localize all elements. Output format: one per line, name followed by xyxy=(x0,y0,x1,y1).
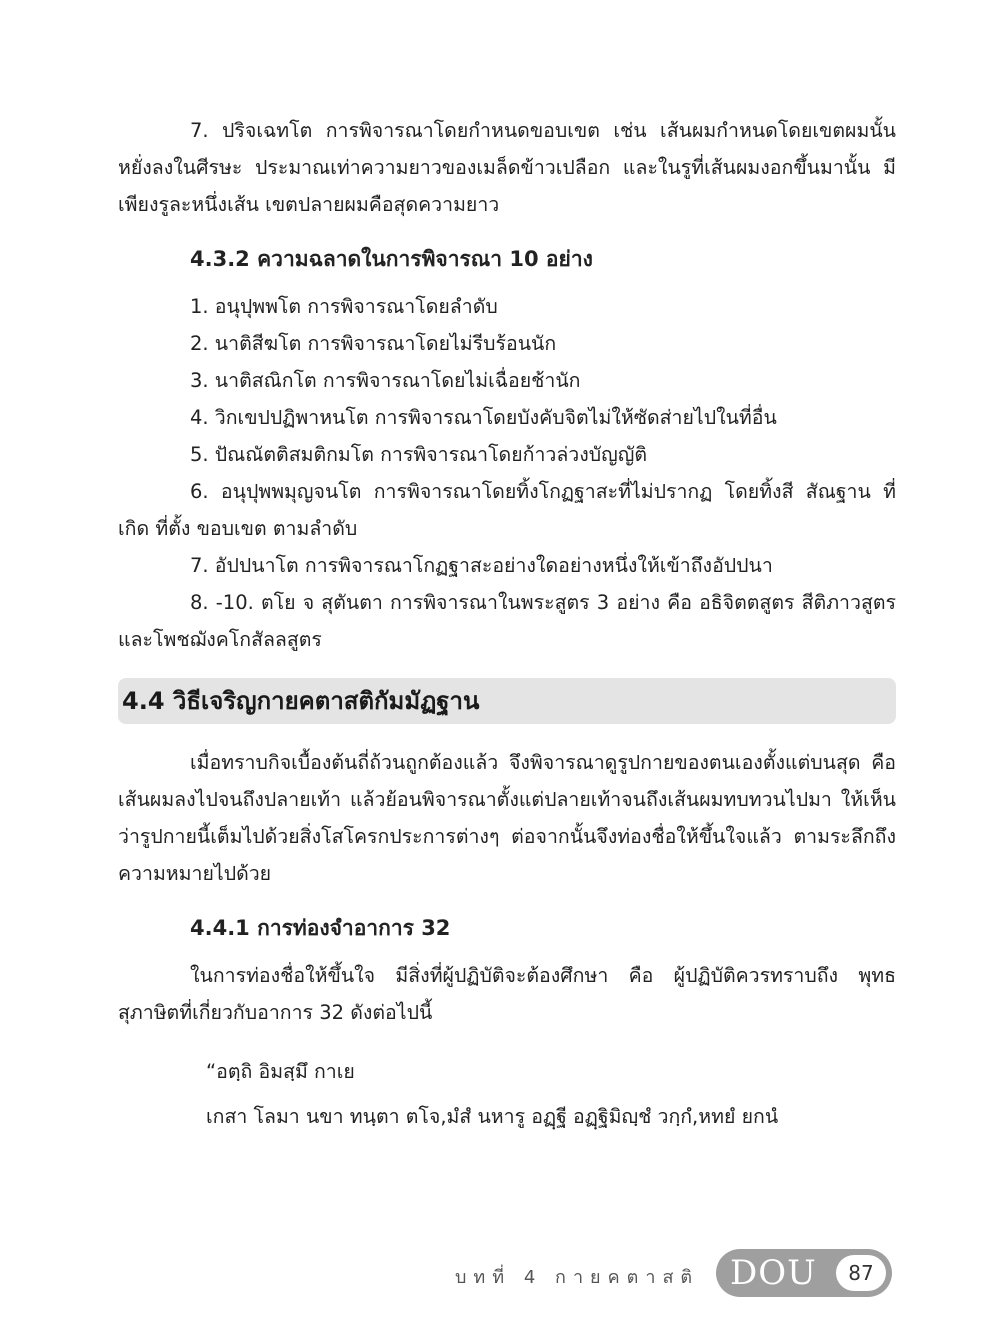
list-item-3: 3. นาติสณิกโต การพิจารณาโดยไม่เฉื่อยช้านัก xyxy=(190,369,581,392)
footer-chapter-title: บทที่ 4 กายคตาสติ xyxy=(455,1267,700,1288)
list-item-8-10: 8. -10. ตโย จ สุตันตา การพิจารณาในพระสูตร 3 อย่าง คือ อธิจิตตสูตร สีติภาวสูตร และโพชฌังคโกสัลลสูตร xyxy=(118,591,896,651)
list-item-4: 4. วิกเขปปฏิพาหนโต การพิจารณาโดยบังคับจิตไม่ให้ซัดส่ายไปในที่อื่น xyxy=(190,406,777,429)
list-item-1: 1. อนุปุพพโต การพิจารณาโดยลำดับ xyxy=(190,295,498,318)
paragraph-item-7: 7. ปริจเฉทโต การพิจารณาโดยกำหนดขอบเขต เช่น เส้นผมกำหนดโดยเขตผมนั้น หยั่งลงในศีรษะ ประมาณเท่าความยาวของเมล็ดข้าวเปลือก และในรูที่เส้นผมงอกขึ้นมานั้น มีเพียงรูละหนึ่งเส้น เขตปลายผมคือสุดความยาว xyxy=(118,119,896,216)
heading-4-3-2: 4.3.2 ความฉลาดในการพิจารณา 10 อย่าง xyxy=(190,247,593,271)
dou-logo: DOU xyxy=(730,1253,817,1293)
page-number: 87 xyxy=(836,1255,886,1291)
pali-quote-line-2: เกสา โลมา นขา ทนฺตา ตโจ,มํสํ นหารู อฏฺฐี อฏฺฐิมิญฺชํ วกฺกํ,หทยํ ยกนํ xyxy=(206,1105,779,1128)
section-heading-4-4: 4.4 วิธีเจริญกายคตาสติกัมมัฏฐาน xyxy=(118,678,896,724)
list-item-7: 7. อัปปนาโต การพิจารณาโกฏฐาสะอย่างใดอย่างหนึ่งให้เข้าถึงอัปปนา xyxy=(190,554,773,577)
heading-4-4-1: 4.4.1 การท่องจำอาการ 32 xyxy=(190,916,451,940)
list-item-5: 5. ปัณณัตติสมติกมโต การพิจารณาโดยก้าวล่วงบัญญัติ xyxy=(190,443,648,466)
pali-quote-line-1: “อตฺถิ อิมสฺมึ กาเย xyxy=(206,1060,355,1083)
page-content xyxy=(118,112,896,1135)
page-badge xyxy=(716,1249,892,1297)
body-paragraph: ในการท่องชื่อให้ขึ้นใจ มีสิ่งที่ผู้ปฏิบัติจะต้องศึกษา คือ ผู้ปฏิบัติควรทราบถึง พุทธสุภาษิตที่เกี่ยวกับอาการ 32 ดังต่อไปนี้ xyxy=(118,964,896,1024)
intro-paragraph: เมื่อทราบกิจเบื้องต้นถี่ถ้วนถูกต้องแล้ว จึงพิจารณาดูรูปกายของตนเองตั้งแต่บนสุด คือ เส้นผมลงไปจนถึงปลายเท้า แล้วย้อนพิจารณาตั้งแต่ปลายเท้าจนถึงเส้นผมทบทวนไปมา ให้เห็นว่ารูปกายนี้เต็มไปด้วยสิ่งโสโครกประการต่างๆ ต่อจากนั้นจึงท่องชื่อให้ขึ้นใจแล้ว ตามระลึกถึงความหมายไปด้วย xyxy=(118,751,896,885)
list-item-6: 6. อนุปุพพมุญจนโต การพิจารณาโดยทิ้งโกฏฐาสะที่ไม่ปรากฏ โดยทิ้งสี สัณฐาน ที่เกิด ที่ตั้ง ขอบเขต ตามลำดับ xyxy=(118,480,896,540)
list-item-2: 2. นาติสีฆโต การพิจารณาโดยไม่รีบร้อนนัก xyxy=(190,332,557,355)
